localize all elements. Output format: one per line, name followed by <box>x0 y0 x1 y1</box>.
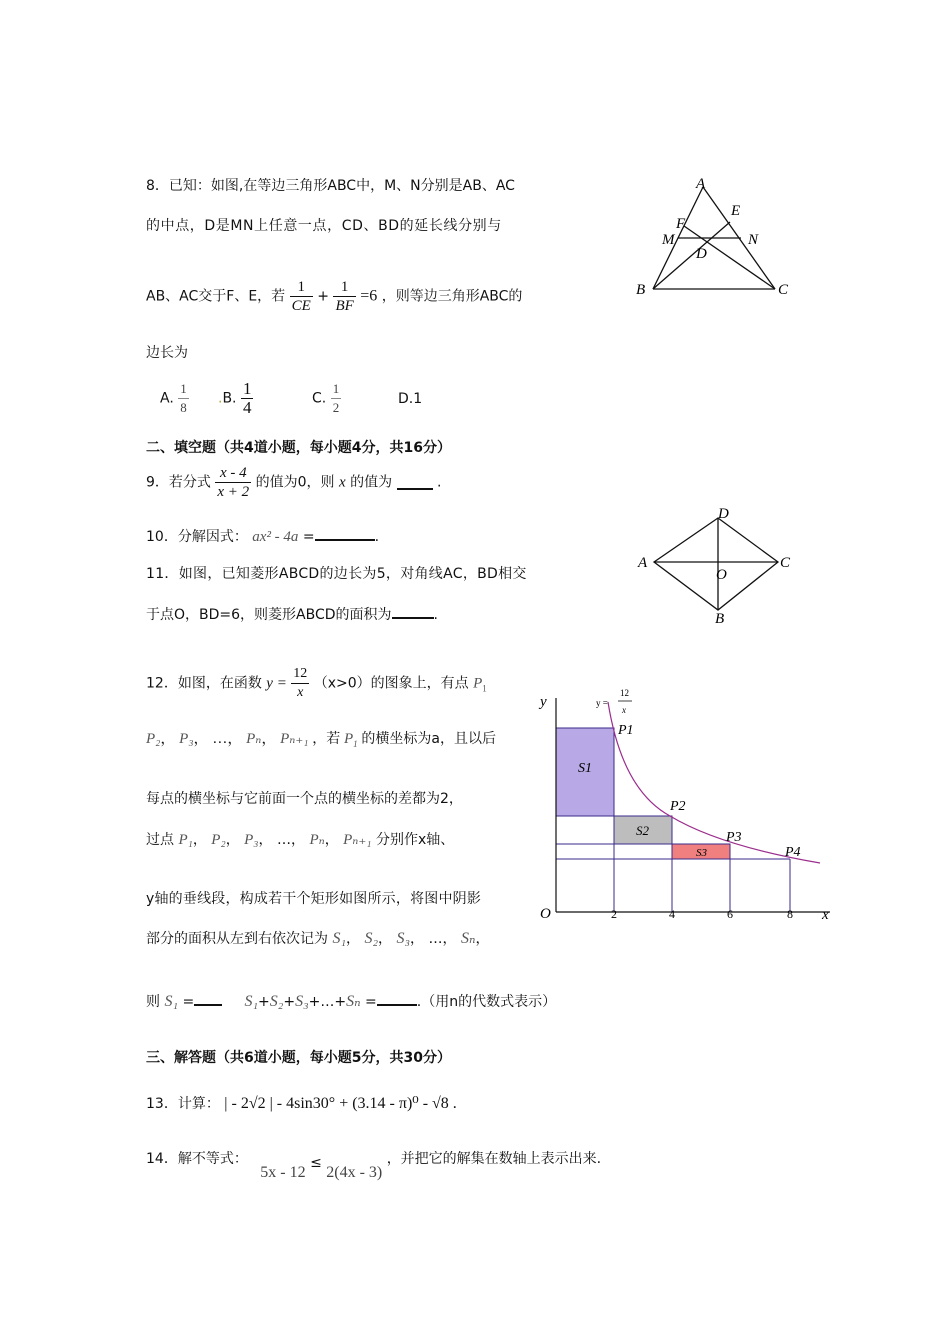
point-p4: P4 <box>785 845 801 860</box>
rhombus-abcd <box>654 518 778 610</box>
q13: 13．计算： | - 2√2 | - 4sin30° + (3.14 - π)⁰ - √8 . <box>146 1095 457 1112</box>
q14: 14．解不等式： 5x - 12 ≤ 2(4x - 3) ，并把它的解集在数轴上表示出来. <box>146 1151 602 1181</box>
label-o: O <box>716 567 727 583</box>
q12-line1: 12．如图，在函数 y = $\frac{12}{x}$ （x>0）的图象上，有点 $P_1$ <box>146 666 487 700</box>
q12-line7: 则 S₁ = S₁+S₂+S₃+…+Sₙ = .（用n的代数式表示） <box>146 993 557 1010</box>
q12-line2: P₂， P₃， …， Pₙ， Pₙ₊₁ ，若 $P_1$ 的横坐标为a，且以后 <box>146 731 496 749</box>
section3-title: 三、解答题（共6道小题，每小题5分，共30分） <box>146 1050 451 1066</box>
label-e: E <box>731 203 741 219</box>
func-label-lhs: y = <box>596 698 608 708</box>
label-c: C <box>778 282 789 298</box>
label-m: M <box>662 232 675 248</box>
label-s2: S2 <box>636 823 649 838</box>
label-s3: S3 <box>696 847 707 859</box>
point-p3: P3 <box>726 830 742 845</box>
label-s1: S1 <box>578 761 592 776</box>
tick-8: 8 <box>787 907 793 921</box>
q11-line2: 于点O，BD=6，则菱形ABCD的面积为 . <box>146 607 438 623</box>
q8-line2: 的中点，D是MN上任意一点，CD、BD的延长线分别与 <box>146 218 502 234</box>
q12-line5: y轴的垂线段，构成若干个矩形如图所示，将图中阴影 <box>146 891 482 907</box>
tick-6: 6 <box>727 907 733 921</box>
q11-answer-blank <box>392 605 434 619</box>
q10: 10．分解因式： ax² - 4a = . <box>146 529 380 545</box>
q8-option-d: D.1 <box>398 391 423 407</box>
point-p1: P1 <box>618 723 634 738</box>
func-label-den: x <box>622 705 626 715</box>
axis-x-label: x <box>822 907 829 923</box>
label-a: A <box>638 555 648 571</box>
label-a: A <box>696 176 706 192</box>
label-d: D <box>718 506 729 522</box>
q12-line3: 每点的横坐标与它前面一个点的横坐标的差都为2， <box>146 791 463 807</box>
q8-line3: AB、AC交于F、E，若 $\frac{1}{CE}$ + $\frac{1}{BF}$ =6 ，则等边三角形ABC的 <box>146 279 523 314</box>
q12-line6: 部分的面积从左到右依次记为 S₁， S₂， S₃， …， Sₙ， <box>146 930 490 947</box>
label-b: B <box>636 282 646 298</box>
q11-line1: 11．如图，已知菱形ABCD的边长为5，对角线AC，BD相交 <box>146 566 527 582</box>
q12-line4: 过点 P₁， P₂， P₃， …， Pₙ， Pₙ₊₁ 分别作x轴、 <box>146 832 455 848</box>
axis-y-label: y <box>540 694 547 710</box>
q8-line1: 8．已知：如图,在等边三角形ABC中，M、N分别是AB、AC <box>146 178 515 194</box>
q8-option-a: A. $\frac{1}{8}$ <box>160 381 187 415</box>
label-d: D <box>696 246 707 262</box>
q8-frac-ce: $\frac{1}{CE}$ <box>291 279 311 314</box>
q8-triangle-figure <box>630 170 800 310</box>
q10-answer-blank <box>315 527 375 541</box>
q8-option-b: .B. $\frac{1}{4}$ <box>218 379 252 417</box>
q9-fraction: $\frac{x - 4}{x + 2}$ <box>217 465 250 500</box>
label-b: B <box>715 611 725 627</box>
q8-option-c: C. $\frac{1}{2}$ <box>312 381 340 415</box>
q12-answer-blank-2 <box>377 992 417 1006</box>
q12-answer-blank-1 <box>194 992 222 1006</box>
label-f: F <box>676 216 686 232</box>
q8-line4: 边长为 <box>146 345 188 361</box>
q9: 9．若分式 $\frac{x - 4}{x + 2}$ 的值为0，则 x 的值为 . <box>146 465 442 500</box>
q9-answer-blank <box>397 476 433 490</box>
label-c: C <box>780 555 791 571</box>
label-n: N <box>748 232 759 248</box>
func-label-num: 12 <box>620 688 629 698</box>
origin-label: O <box>540 906 551 922</box>
tick-2: 2 <box>611 907 617 921</box>
q12-graph <box>530 680 840 930</box>
q8-frac-bf: $\frac{1}{BF}$ <box>335 279 354 314</box>
section2-title: 二、填空题（共4道小题，每小题4分，共16分） <box>146 440 451 456</box>
point-p2: P2 <box>670 799 686 814</box>
q11-rhombus-figure <box>632 500 802 630</box>
tick-4: 4 <box>669 907 675 921</box>
